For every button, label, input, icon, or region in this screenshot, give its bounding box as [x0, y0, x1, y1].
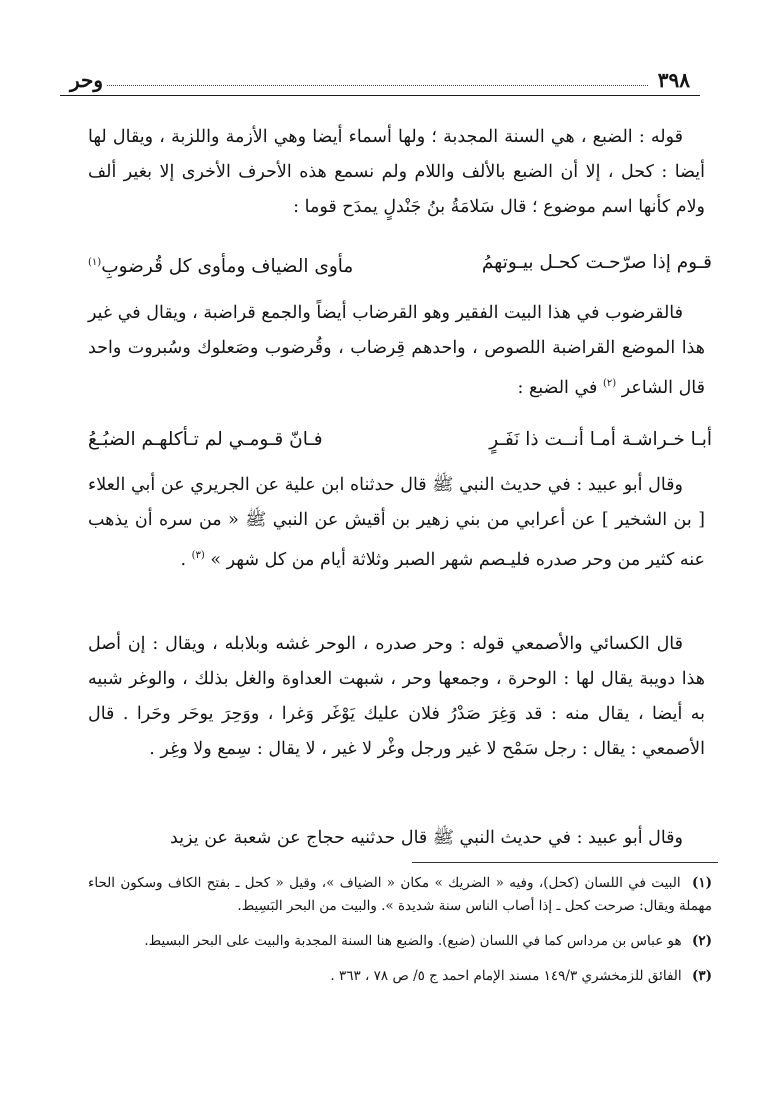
verse-2-first-hemistich: أبـا خـراشـة أمـا أنــت ذا نَفَـرٍ [489, 429, 712, 450]
footnote-1-number: (١) [691, 875, 712, 891]
footnote-3-text: الفائق للزمخشري ١٤٩/٣ مسند الإمام احمد ج ٥/ ص ٧٨ ، ٣٦٣ . [330, 968, 682, 984]
footnote-3-number: (٣) [691, 968, 712, 984]
footnote-2-number: (٢) [691, 933, 712, 949]
paragraph-3: وقال أبو عبيد : في حديث النبي ﷺ قال حدثناه ابن علية عن الجريري عن أبي العلاء [ بن الشخير ] عن أعرابي من بني زهير بن أقيش عن النبي ﷺ « من سره أن يذهب عنه كثير من وحر صدره فليـصم شهر الصبر وثلاثة أيام من كل شهر » $^{(٣)}$ . [88, 475, 705, 570]
verse-1-first-hemistich: قـوم إذا صرّحـت كحـل بيـوتهمُ [481, 252, 712, 273]
verse-1 [88, 247, 712, 283]
footnote-1-text: البيت في اللسان (كحل)، وفيه « الضريك » مكان « الضياف »، وقيل « كحل ـ بفتح الكاف وسكون الحاء مهملة ويقال: صرحت كحل ـ إذا أصاب الناس سنة شديدة ». والبيت من البحر البَسِيط. [88, 875, 712, 914]
paragraph-1-text: قوله : الضبع ، هي السنة المجدبة ؛ ولها أسماء أيضا وهي الأزمة واللزبة ، ويقال لها أيضا : كحل ، إلا أن الضبع بالألف واللام ولم نسمع هذه الأحرف الأخرى إلا بغير ألف ولام كأنها اسم موضوع ؛ قال سَلامَةُ بنُ جَنْدلٍ يمدَح قوما : [88, 127, 705, 217]
footnote-ref-1: (١) [88, 257, 102, 268]
footnotes [88, 872, 712, 1000]
footnote-ref-3: (٣) [191, 550, 205, 561]
verse-2 [88, 424, 712, 456]
paragraph-5-text: وقال أبو عبيد : في حديث النبي ﷺ قال حدثنيه حجاج عن شعبة عن يزيد [170, 828, 683, 848]
footnote-rule [412, 862, 718, 863]
footnote-3 [88, 965, 712, 988]
running-head [70, 66, 690, 92]
paragraph-3-text: وقال أبو عبيد : في حديث النبي ﷺ قال حدثناه ابن علية عن الجريري عن أبي العلاء [ بن الشخير ] عن أعرابي من بني زهير بن أقيش عن النبي ﷺ « من سره أن يذهب عنه كثير من وحر صدره فليـصم شهر الصبر وثلاثة أيام من كل شهر » [88, 475, 705, 570]
paragraph-2 [88, 296, 705, 406]
footnote-ref-2: (٢) [603, 378, 617, 389]
dotted-leader [107, 85, 648, 86]
footnote-2 [88, 930, 712, 953]
paragraph-5 [88, 821, 705, 856]
paragraph-4 [88, 627, 705, 767]
paragraph-2-text: فالقرضوب في هذا البيت الفقير وهو القرضاب أيضاً والجمع قراضبة ، ويقال في غير هذا الموضع القراضبة اللصوص ، واحدهم قِرضاب ، وقُرضوب وصَعلوك وسُبروت واحد قال الشاعر [88, 303, 705, 398]
paragraph-1 [88, 120, 705, 225]
paragraph-4-text: قال الكسائي والأصمعي قوله : وحر صدره ، الوحر غشه وبلابله ، ويقال : إن أصل هذا دويبة يقال لها : الوحرة ، وجمعها وحر ، شبهت العداوة والغل بذلك ، والوغر شبيه به أيضا ، يقال منه : قد وَغِرَ صَدْرُ فلان عليك يَوْغَر وَغرا ، ووَحِرَ يوحَر وحَرا . قال الأصمعي : يقال : رجل سَمْح لا غير ورجل وغْر لا غير ، لا يقال : سِمع ولا وغِر . [88, 634, 705, 759]
header-rule [60, 95, 700, 96]
page-number: ٣٩٨ [657, 68, 690, 92]
verse-1-second-hemistich: مأوى الضياف ومأوى كل قُرضوبِ$^{(١)}$ [88, 256, 354, 278]
running-word: وحر [70, 68, 104, 92]
footnote-1 [88, 872, 712, 918]
verse-2-second-hemistich: فـانّ قـومـي لم تـأكلهـم الضبُـعُ [88, 429, 323, 450]
footnote-2-text: هو عباس بن مرداس كما في اللسان (ضبع). والضبع هنا السنة المجدبة والبيت على البحر البسيط. [144, 933, 682, 949]
paragraph-2-tail: في الضبع : [517, 377, 598, 398]
